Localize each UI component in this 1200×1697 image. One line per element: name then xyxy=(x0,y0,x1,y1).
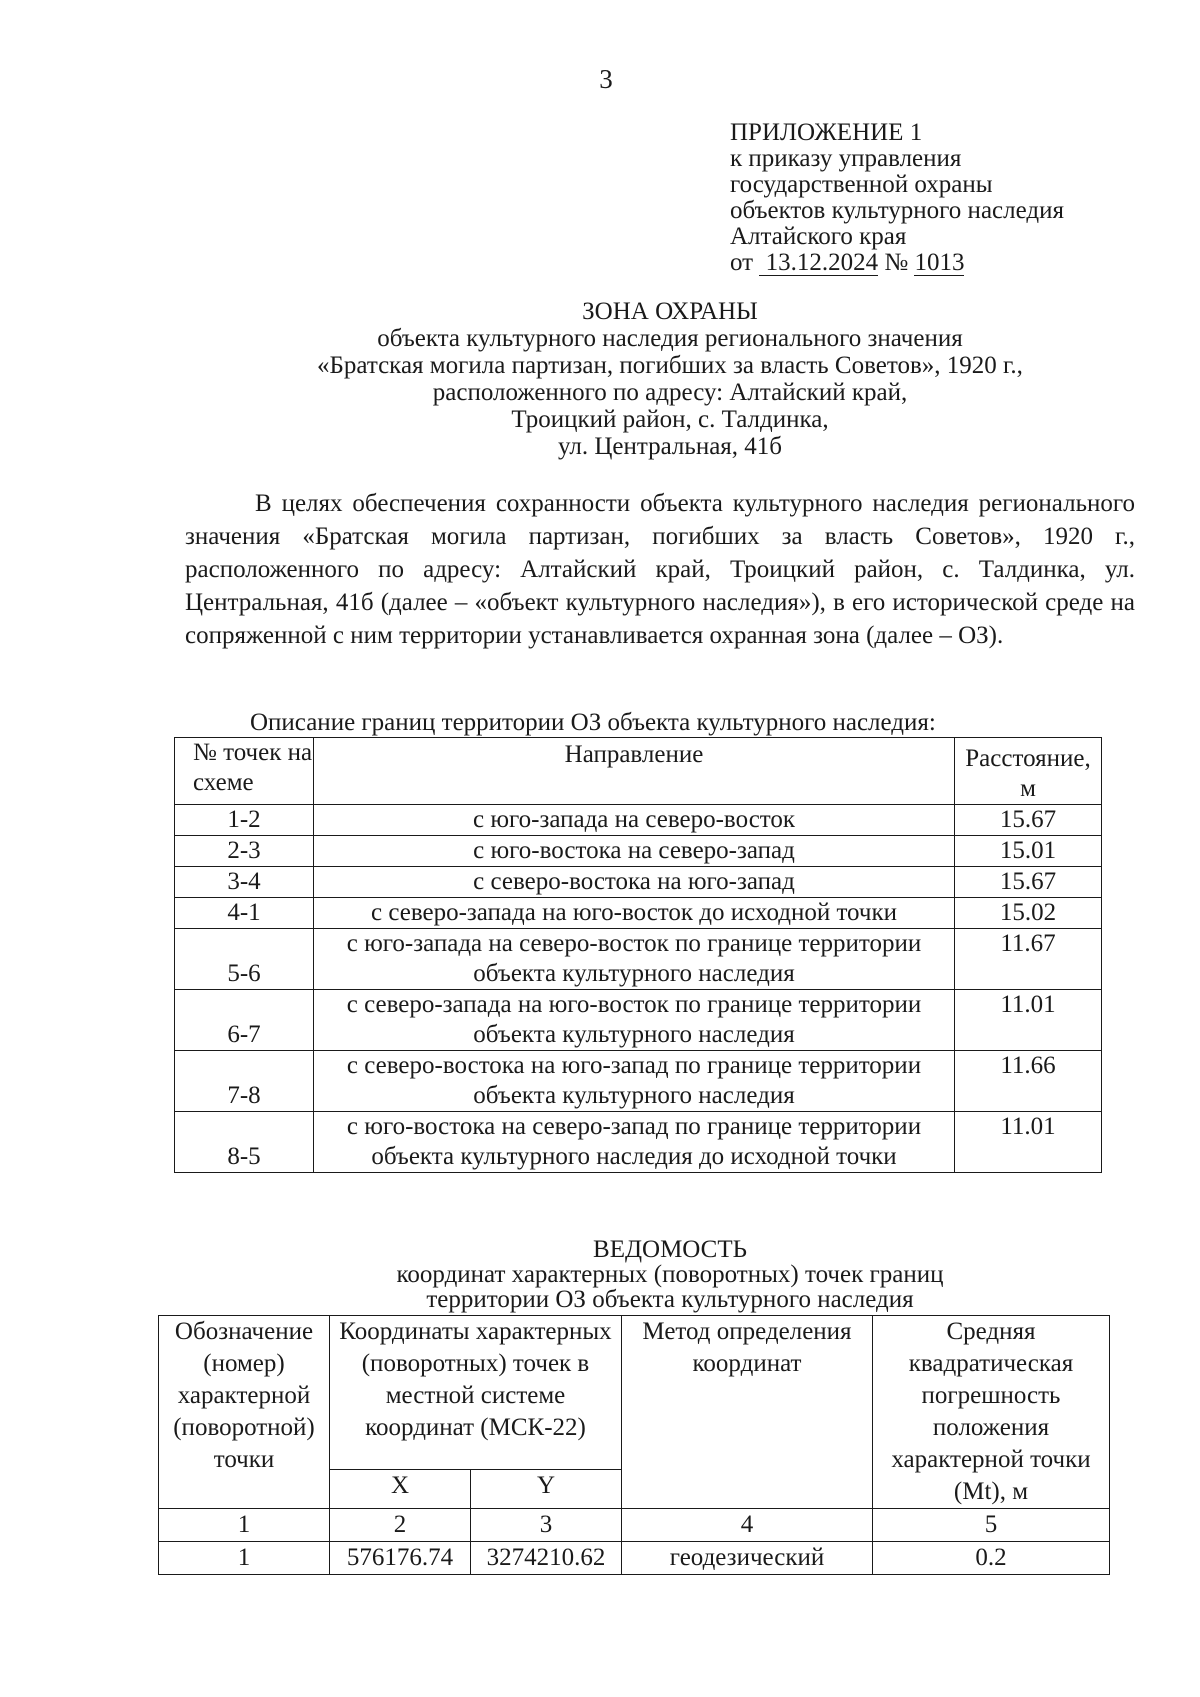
header-points: № точек на схеме xyxy=(175,738,314,805)
table-row xyxy=(175,898,1102,929)
table-row xyxy=(175,1051,1102,1112)
header-coordinates: Координаты характерных (поворотных) точек в местной системе координат (МСК-22) xyxy=(330,1316,622,1470)
boundaries-table xyxy=(174,737,1102,1173)
zone-line: Троицкий район, с. Талдинка, xyxy=(511,406,829,433)
cell-distance: 15.02 xyxy=(955,898,1102,929)
cell-direction: с северо-востока на юго-запад по границе территории объекта культурного наследия xyxy=(314,1051,955,1112)
zone-line: «Братская могила партизан, погибших за власть Советов», 1920 г., xyxy=(317,352,1023,379)
cell-points: 8-5 xyxy=(175,1112,314,1173)
header-method: Метод определения координат xyxy=(622,1316,873,1509)
cell-points: 4-1 xyxy=(175,898,314,929)
column-numbers-row xyxy=(159,1509,1110,1542)
page-number: 3 xyxy=(599,64,613,94)
column-number: 2 xyxy=(330,1509,471,1542)
vedomost-line: координат характерных (поворотных) точек границ xyxy=(396,1261,944,1288)
cell-points: 5-6 xyxy=(175,929,314,990)
column-number: 4 xyxy=(622,1509,873,1542)
table-row xyxy=(175,836,1102,867)
table-header-row xyxy=(159,1316,1110,1470)
vedomost-heading xyxy=(240,1237,1100,1312)
zone-title: ЗОНА ОХРАНЫ xyxy=(582,298,758,325)
order-date-line xyxy=(730,250,1064,276)
body-paragraph xyxy=(185,487,1135,652)
table-row xyxy=(175,867,1102,898)
body-paragraph-text: В целях обеспечения сохранности объекта культурного наследия регионального значения «Братская могила партизан, погибших за власть Советов», 1920 г., расположенного по адресу: Алтайский край, Троицкий район, с. Талдинка, ул. Центральная, 41б (далее – «объект культурного наследия»), в его исторической среде на сопряженной с ним территории устанавливается охранная зона (далее – ОЗ). xyxy=(185,490,1135,649)
cell-y: 3274210.62 xyxy=(471,1542,622,1575)
zone-line: расположенного по адресу: Алтайский край, xyxy=(432,379,908,406)
table-row xyxy=(175,1112,1102,1173)
cell-points: 7-8 xyxy=(175,1051,314,1112)
header-distance: Расстояние, м xyxy=(955,738,1102,805)
cell-distance: 11.01 xyxy=(955,990,1102,1051)
cell-method: геодезический xyxy=(622,1542,873,1575)
cell-direction: с северо-запада на юго-восток по границе территории объекта культурного наследия xyxy=(314,990,955,1051)
appendix-block xyxy=(730,120,1064,276)
cell-x: 576176.74 xyxy=(330,1542,471,1575)
cell-direction: с северо-востока на юго-запад xyxy=(314,867,955,898)
column-number: 1 xyxy=(159,1509,330,1542)
order-number: 1013 xyxy=(914,249,965,276)
number-sign: № xyxy=(884,249,909,276)
table-row xyxy=(175,929,1102,990)
cell-direction: с юго-востока на северо-запад по границе территории объекта культурного наследия до исходной точки xyxy=(314,1112,955,1173)
cell-points: 2-3 xyxy=(175,836,314,867)
cell-point: 1 xyxy=(159,1542,330,1575)
cell-direction: с юго-востока на северо-запад xyxy=(314,836,955,867)
cell-points: 6-7 xyxy=(175,990,314,1051)
cell-points: 3-4 xyxy=(175,867,314,898)
cell-distance: 11.67 xyxy=(955,929,1102,990)
header-x: X xyxy=(330,1469,471,1508)
cell-direction: с северо-запада на юго-восток до исходной точки xyxy=(314,898,955,929)
cell-direction: с юго-запада на северо-восток по границе территории объекта культурного наследия xyxy=(314,929,955,990)
cell-direction: с юго-запада на северо-восток xyxy=(314,805,955,836)
order-date: 13.12.2024 xyxy=(759,251,878,276)
appendix-title: ПРИЛОЖЕНИЕ 1 xyxy=(730,119,923,146)
header-designation: Обозначение (номер) характерной (поворотной) точки xyxy=(159,1316,330,1509)
cell-distance: 15.67 xyxy=(955,805,1102,836)
table-row xyxy=(175,805,1102,836)
cell-distance: 15.01 xyxy=(955,836,1102,867)
cell-distance: 11.66 xyxy=(955,1051,1102,1112)
header-y: Y xyxy=(471,1469,622,1508)
appendix-line: Алтайского края xyxy=(730,223,907,250)
cell-error: 0.2 xyxy=(873,1542,1110,1575)
vedomost-line: территории ОЗ объекта культурного наследия xyxy=(426,1286,914,1313)
appendix-line: государственной охраны xyxy=(730,171,993,198)
table-row xyxy=(159,1542,1110,1575)
table-row xyxy=(175,990,1102,1051)
zone-line: ул. Центральная, 41б xyxy=(557,433,783,460)
vedomost-title: ВЕДОМОСТЬ xyxy=(593,1236,747,1263)
header-direction: Направление xyxy=(314,738,955,805)
appendix-line: к приказу управления xyxy=(730,145,962,172)
cell-points: 1-2 xyxy=(175,805,314,836)
column-number: 5 xyxy=(873,1509,1110,1542)
header-error: Средняя квадратическая погрешность положения характерной точки (Mt), м xyxy=(873,1316,1110,1509)
zone-line: объекта культурного наследия регионального значения xyxy=(377,325,963,352)
coordinates-table xyxy=(158,1315,1110,1575)
table-header-row xyxy=(175,738,1102,805)
zone-heading xyxy=(240,298,1100,460)
cell-distance: 11.01 xyxy=(955,1112,1102,1173)
boundaries-caption: Описание границ территории ОЗ объекта культурного наследия: xyxy=(250,709,936,736)
date-prefix: от xyxy=(730,249,754,276)
appendix-line: объектов культурного наследия xyxy=(730,197,1064,224)
cell-distance: 15.67 xyxy=(955,867,1102,898)
column-number: 3 xyxy=(471,1509,622,1542)
